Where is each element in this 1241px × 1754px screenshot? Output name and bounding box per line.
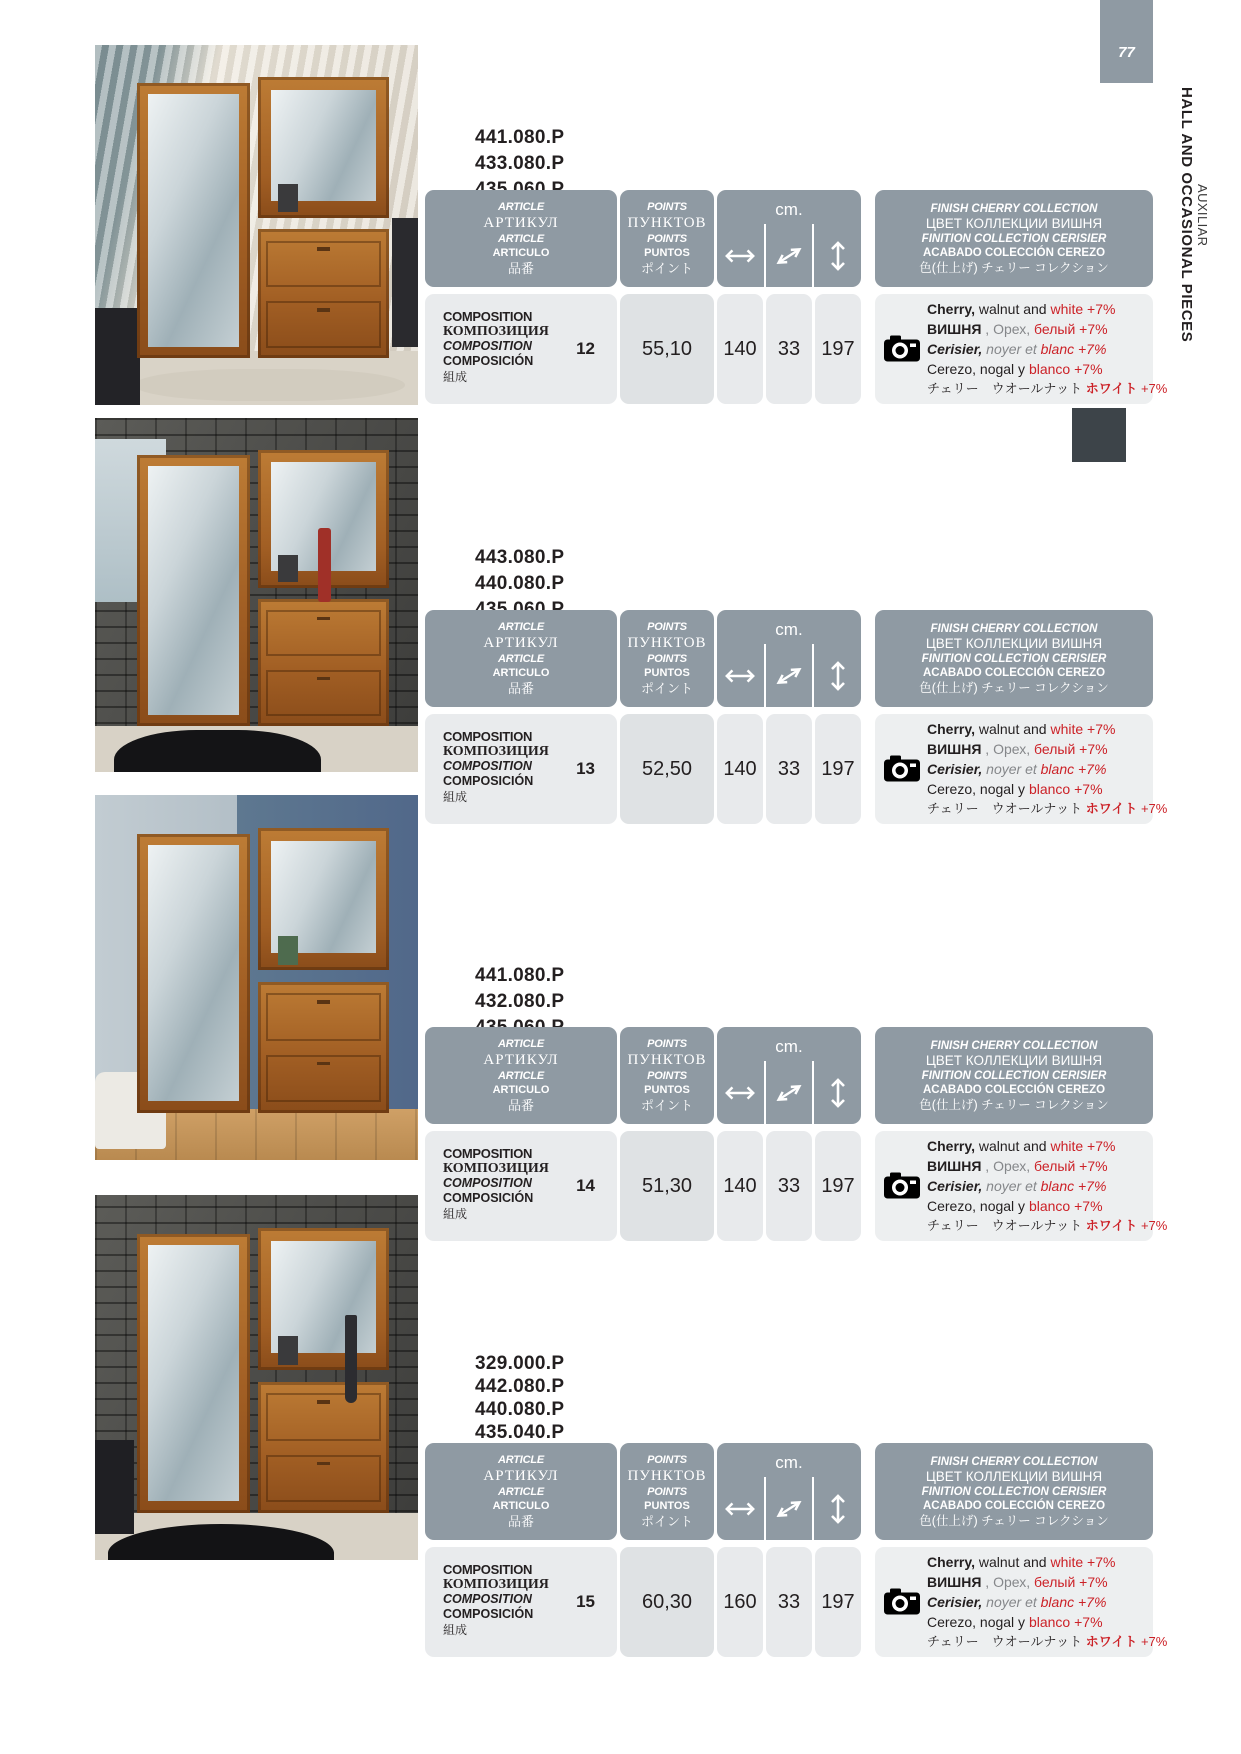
article-number: 443.080.P	[475, 547, 565, 568]
photo-accent-object	[345, 1315, 356, 1403]
composition-line: КОМПОЗИЦИЯ	[443, 324, 549, 339]
depth-arrow-icon	[766, 644, 813, 707]
header-line: PUNTOS	[644, 1084, 690, 1096]
wardrobe	[137, 1234, 250, 1513]
height-arrow-icon	[814, 1477, 861, 1540]
points-column-header	[620, 610, 714, 707]
width-arrow-icon	[717, 1477, 764, 1540]
composition-line: COMPOSITION	[443, 1562, 533, 1577]
side-title	[1178, 80, 1210, 350]
header-line: ACABADO COLECCIÓN CEREZO	[922, 1500, 1106, 1512]
side-title-main: HALL AND OCCASIONAL PIECES	[1178, 87, 1195, 343]
dimensions-column-header	[717, 190, 861, 287]
header-line: АРТИКУЛ	[483, 215, 559, 231]
height-value: 197	[815, 714, 861, 824]
header-line: ARTICLE	[497, 1070, 545, 1082]
product-table	[425, 610, 1168, 824]
product-photo	[95, 418, 418, 772]
photo-sofa	[95, 1440, 134, 1535]
wardrobe-mirror	[148, 94, 239, 347]
drawer	[266, 1393, 381, 1440]
width-arrow-icon	[717, 224, 764, 287]
composition-line: COMPOSITION	[443, 1592, 532, 1606]
header-line: ARTICULO	[492, 1084, 550, 1096]
header-line: POINTS	[647, 1454, 687, 1466]
camera-icon	[883, 1589, 921, 1616]
composition-line: COMPOSITION	[443, 309, 533, 324]
header-line: ポイント	[640, 681, 693, 696]
section-marker-block	[1072, 408, 1126, 462]
composition-line: COMPOSITION	[443, 1146, 533, 1161]
composition-line: КОМПОЗИЦИЯ	[443, 1161, 549, 1176]
hall-furniture-unit	[137, 828, 389, 1113]
cm-label: cm.	[775, 1453, 803, 1472]
composition-line: COMPOSICIÓN	[443, 1607, 534, 1621]
article-column-header	[425, 190, 617, 287]
finish-description-line: Cerisier, noyer et blanc +7%	[927, 341, 1107, 357]
header-line: ARTICULO	[492, 247, 550, 259]
cm-label: cm.	[775, 620, 803, 639]
header-line: POINTS	[647, 621, 687, 633]
header-line: 品番	[507, 261, 534, 276]
article-number: 433.080.P	[475, 153, 565, 174]
finish-description	[927, 299, 1167, 399]
product-photo	[95, 795, 418, 1160]
composition-line: 組成	[443, 790, 468, 804]
finish-description-line: チェリー ウオールナット ホワイト +7%	[927, 1634, 1168, 1649]
height-arrow-icon	[814, 1061, 861, 1124]
header-line: 色(仕上げ) チェリー コレクション	[919, 1514, 1109, 1528]
header-line: ポイント	[640, 1098, 693, 1113]
composition-cell	[425, 1547, 617, 1657]
finish-cell	[875, 714, 1168, 824]
finish-description	[927, 719, 1167, 819]
chest	[258, 982, 389, 1113]
composition-line: COMPOSITION	[443, 759, 532, 773]
header-line: ПУНКТОВ	[627, 1468, 707, 1484]
product-table	[425, 1443, 1168, 1657]
cm-label: cm.	[775, 200, 803, 219]
camera-icon	[883, 336, 921, 363]
finish-column-header	[875, 610, 1153, 707]
cm-label: cm.	[775, 1037, 803, 1056]
product-table	[425, 1027, 1168, 1241]
finish-description-line: Cerezo, nogal y blanco +7%	[927, 1198, 1103, 1214]
finish-description-line: ВИШНЯ , Орех, белый +7%	[927, 1158, 1108, 1174]
product-table	[425, 190, 1168, 404]
wardrobe	[137, 455, 250, 726]
depth-value: 33	[766, 714, 812, 824]
header-line: ПУНКТОВ	[627, 1052, 707, 1068]
drawer	[266, 993, 381, 1040]
finish-column-header	[875, 190, 1153, 287]
finish-description-line: Cerezo, nogal y blanco +7%	[927, 781, 1103, 797]
article-number: 435.040.P	[475, 1422, 565, 1443]
composition-line: COMPOSITION	[443, 339, 532, 353]
camera-icon	[883, 1173, 921, 1200]
header-line: ЦВЕТ КОЛЛЕКЦИИ ВИШНЯ	[925, 1469, 1103, 1484]
finish-description-line: Cerisier, noyer et blanc +7%	[927, 761, 1107, 777]
finish-description-line: Cherry, walnut and white +7%	[927, 1554, 1116, 1570]
drawer	[266, 1455, 381, 1502]
finish-description-line: Cerezo, nogal y blanco +7%	[927, 361, 1103, 377]
dimension-arrows	[717, 1061, 861, 1124]
depth-value: 33	[766, 1547, 812, 1657]
composition-line: COMPOSICIÓN	[443, 1191, 534, 1205]
header-line: ACABADO COLECCIÓN CEREZO	[922, 1084, 1106, 1096]
header-line: 色(仕上げ) チェリー コレクション	[919, 261, 1109, 275]
page-number-tab	[1100, 0, 1153, 83]
header-line: 品番	[507, 1098, 534, 1113]
finish-description-line: チェリー ウオールナット ホワイト +7%	[927, 1218, 1168, 1233]
article-number: 329.000.P	[475, 1353, 565, 1374]
chest	[258, 599, 389, 726]
wardrobe-mirror	[148, 1245, 239, 1502]
depth-value: 33	[766, 1131, 812, 1241]
points-value: 60,30	[620, 1547, 714, 1657]
header-line: АРТИКУЛ	[483, 1468, 559, 1484]
side-title-sub: AUXILIAR	[1195, 183, 1210, 247]
points-column-header	[620, 1027, 714, 1124]
composition-line: COMPOSITION	[443, 729, 533, 744]
wardrobe-mirror	[148, 845, 239, 1102]
finish-description-line: ВИШНЯ , Орех, белый +7%	[927, 1574, 1108, 1590]
header-line: ACABADO COLECCIÓN CEREZO	[922, 247, 1106, 259]
composition-line: COMPOSICIÓN	[443, 354, 534, 368]
composition-number: 15	[576, 1592, 595, 1611]
width-value: 160	[717, 1547, 763, 1657]
hall-furniture-unit	[137, 77, 389, 358]
header-line: 品番	[507, 1514, 534, 1529]
composition-line: КОМПОЗИЦИЯ	[443, 1577, 549, 1592]
composition-line: COMPOSICIÓN	[443, 774, 534, 788]
photo-sofa	[95, 308, 140, 405]
width-value: 140	[717, 714, 763, 824]
wardrobe	[137, 83, 250, 358]
header-line: ПУНКТОВ	[627, 635, 707, 651]
article-column-header	[425, 1443, 617, 1540]
finish-description-line: Cherry, walnut and white +7%	[927, 301, 1116, 317]
composition-line: КОМПОЗИЦИЯ	[443, 744, 549, 759]
chest	[258, 1382, 389, 1513]
header-line: POINTS	[647, 1070, 687, 1082]
points-column-header	[620, 190, 714, 287]
header-line: POINTS	[647, 653, 687, 665]
header-line: ARTICLE	[497, 621, 545, 633]
decor-object	[278, 555, 298, 583]
width-arrow-icon	[717, 644, 764, 707]
height-value: 197	[815, 1547, 861, 1657]
composition-line: 組成	[443, 1207, 468, 1221]
header-line: PUNTOS	[644, 667, 690, 679]
finish-description-line: チェリー ウオールナット ホワイト +7%	[927, 381, 1168, 396]
finish-column-header	[875, 1443, 1153, 1540]
composition-number: 13	[576, 759, 595, 778]
finish-description-line: チェリー ウオールナット ホワイト +7%	[927, 801, 1168, 816]
header-line: FINITION COLLECTION CERISIER	[921, 1070, 1107, 1082]
article-number: 440.080.P	[475, 573, 565, 594]
depth-arrow-icon	[766, 224, 813, 287]
hall-furniture-unit	[137, 450, 389, 726]
article-number: 441.080.P	[475, 127, 565, 148]
composition-cell	[425, 294, 617, 404]
height-value: 197	[815, 294, 861, 404]
depth-value: 33	[766, 294, 812, 404]
header-line: АРТИКУЛ	[483, 1052, 559, 1068]
article-column-header	[425, 610, 617, 707]
header-line: ARTICLE	[497, 233, 545, 245]
dimension-arrows	[717, 1477, 861, 1540]
composition-line: COMPOSITION	[443, 1176, 532, 1190]
header-line: АРТИКУЛ	[483, 635, 559, 651]
photo-rug	[114, 730, 321, 772]
camera-icon	[883, 756, 921, 783]
article-number: 441.080.P	[475, 965, 565, 986]
header-line: ARTICLE	[497, 1486, 545, 1498]
points-value: 51,30	[620, 1131, 714, 1241]
composition-line: 組成	[443, 370, 468, 384]
header-line: 色(仕上げ) チェリー コレクション	[919, 1098, 1109, 1112]
finish-description-line: Cerezo, nogal y blanco +7%	[927, 1614, 1103, 1630]
header-line: ARTICULO	[492, 1500, 550, 1512]
header-line: ACABADO COLECCIÓN CEREZO	[922, 667, 1106, 679]
finish-description-line: Cerisier, noyer et blanc +7%	[927, 1178, 1107, 1194]
header-line: 品番	[507, 681, 534, 696]
dimensions-column-header	[717, 1027, 861, 1124]
finish-cell	[875, 1547, 1168, 1657]
article-number: 440.080.P	[475, 1399, 565, 1420]
drawer	[266, 1055, 381, 1102]
header-line: PUNTOS	[644, 247, 690, 259]
article-number: 442.080.P	[475, 1376, 565, 1397]
header-line: ポイント	[640, 261, 693, 276]
photo-accent	[392, 218, 418, 348]
header-line: POINTS	[647, 201, 687, 213]
points-value: 52,50	[620, 714, 714, 824]
decor-object	[278, 936, 298, 964]
composition-cell	[425, 714, 617, 824]
header-line: FINITION COLLECTION CERISIER	[921, 1486, 1107, 1498]
header-line: PUNTOS	[644, 1500, 690, 1512]
wardrobe-mirror	[148, 466, 239, 715]
height-value: 197	[815, 1131, 861, 1241]
finish-cell	[875, 1131, 1168, 1241]
finish-description-line: Cherry, walnut and white +7%	[927, 721, 1116, 737]
dimensions-column-header	[717, 1443, 861, 1540]
drawer	[266, 610, 381, 656]
article-number: 432.080.P	[475, 991, 565, 1012]
composition-line: 組成	[443, 1623, 468, 1637]
drawer	[266, 241, 381, 288]
dimension-arrows	[717, 224, 861, 287]
depth-arrow-icon	[766, 1477, 813, 1540]
header-line: ARTICLE	[497, 201, 545, 213]
finish-description	[927, 1136, 1167, 1236]
header-line: ポイント	[640, 1514, 693, 1529]
depth-arrow-icon	[766, 1061, 813, 1124]
photo-accent-object	[318, 528, 331, 602]
points-value: 55,10	[620, 294, 714, 404]
header-line: 色(仕上げ) チェリー コレクション	[919, 681, 1109, 695]
composition-number: 12	[576, 339, 595, 358]
composition-number: 14	[576, 1176, 595, 1195]
height-arrow-icon	[814, 224, 861, 287]
header-line: FINISH CHERRY COLLECTION	[930, 623, 1098, 635]
header-line: ARTICULO	[492, 667, 550, 679]
header-line: POINTS	[647, 1486, 687, 1498]
header-line: ПУНКТОВ	[627, 215, 707, 231]
wardrobe	[137, 834, 250, 1113]
decor-object	[278, 184, 298, 212]
finish-description-line: ВИШНЯ , Орех, белый +7%	[927, 741, 1108, 757]
article-column-header	[425, 1027, 617, 1124]
header-line: ARTICLE	[497, 1454, 545, 1466]
header-line: ARTICLE	[497, 1038, 545, 1050]
finish-description	[927, 1552, 1167, 1652]
photo-rug	[134, 369, 405, 401]
finish-description-line: Cherry, walnut and white +7%	[927, 1138, 1116, 1154]
header-line: FINISH CHERRY COLLECTION	[930, 203, 1098, 215]
header-line: FINITION COLLECTION CERISIER	[921, 233, 1107, 245]
header-line: ARTICLE	[497, 653, 545, 665]
dimension-arrows	[717, 644, 861, 707]
height-arrow-icon	[814, 644, 861, 707]
product-photo	[95, 1195, 418, 1560]
header-line: FINISH CHERRY COLLECTION	[930, 1456, 1098, 1468]
finish-column-header	[875, 1027, 1153, 1124]
header-line: ЦВЕТ КОЛЛЕКЦИИ ВИШНЯ	[925, 636, 1103, 651]
header-line: POINTS	[647, 233, 687, 245]
page-number: 77	[1118, 44, 1135, 61]
width-value: 140	[717, 1131, 763, 1241]
article-numbers	[475, 1352, 564, 1444]
finish-cell	[875, 294, 1168, 404]
width-value: 140	[717, 294, 763, 404]
points-column-header	[620, 1443, 714, 1540]
header-line: ЦВЕТ КОЛЛЕКЦИИ ВИШНЯ	[925, 216, 1103, 231]
chest	[258, 229, 389, 358]
header-line: ЦВЕТ КОЛЛЕКЦИИ ВИШНЯ	[925, 1053, 1103, 1068]
drawer	[266, 301, 381, 348]
header-line: FINISH CHERRY COLLECTION	[930, 1040, 1098, 1052]
product-photo	[95, 45, 418, 405]
decor-object	[278, 1336, 298, 1364]
drawer	[266, 670, 381, 716]
composition-cell	[425, 1131, 617, 1241]
header-line: FINITION COLLECTION CERISIER	[921, 653, 1107, 665]
finish-description-line: Cerisier, noyer et blanc +7%	[927, 1594, 1107, 1610]
width-arrow-icon	[717, 1061, 764, 1124]
finish-description-line: ВИШНЯ , Орех, белый +7%	[927, 321, 1108, 337]
header-line: POINTS	[647, 1038, 687, 1050]
dimensions-column-header	[717, 610, 861, 707]
